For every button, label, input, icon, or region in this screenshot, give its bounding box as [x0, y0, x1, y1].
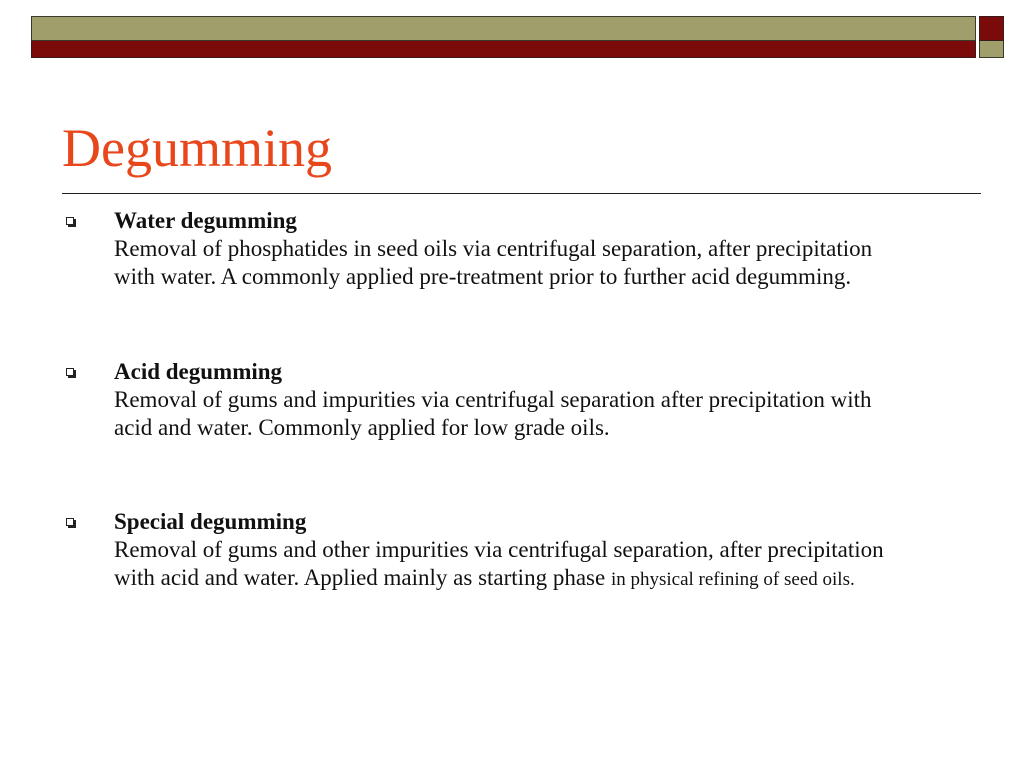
list-item-acid-degumming	[62, 358, 942, 442]
header-band-olive	[31, 16, 976, 41]
slide-title: Degumming	[62, 118, 332, 178]
header-corner-maroon	[979, 16, 1004, 41]
title-divider	[62, 193, 981, 194]
list-item-text-main: Removal of gums and other impurities via centrifugal separation, after precipitation with acid and water. Applied mainly as starting phase	[114, 537, 884, 590]
list-item-text	[114, 536, 914, 594]
list-item-heading: Special degumming	[114, 509, 307, 534]
list-item-water-degumming	[62, 207, 942, 291]
list-item-heading: Acid degumming	[114, 359, 283, 384]
list-item-body	[114, 207, 914, 291]
header-corner-olive	[979, 41, 1004, 58]
list-item-text-tail: in physical refining of seed oils.	[610, 569, 855, 590]
list-item-text: Removal of phosphatides in seed oils via centrifugal separation, after precipitation with water. A commonly applied pre-treatment prior to further acid degumming.	[114, 236, 873, 289]
hollow-square-bullet-icon	[66, 518, 74, 526]
list-item-special-degumming	[62, 508, 942, 594]
header-band-maroon	[31, 41, 976, 58]
list-item-body	[114, 508, 914, 594]
hollow-square-bullet-icon	[66, 368, 74, 376]
hollow-square-bullet-icon	[66, 217, 74, 225]
list-item-heading: Water degumming	[114, 208, 297, 233]
list-item-text: Removal of gums and impurities via centrifugal separation after precipitation with acid and water. Commonly applied for low grade oils.	[114, 387, 872, 440]
list-item-body	[114, 358, 914, 442]
